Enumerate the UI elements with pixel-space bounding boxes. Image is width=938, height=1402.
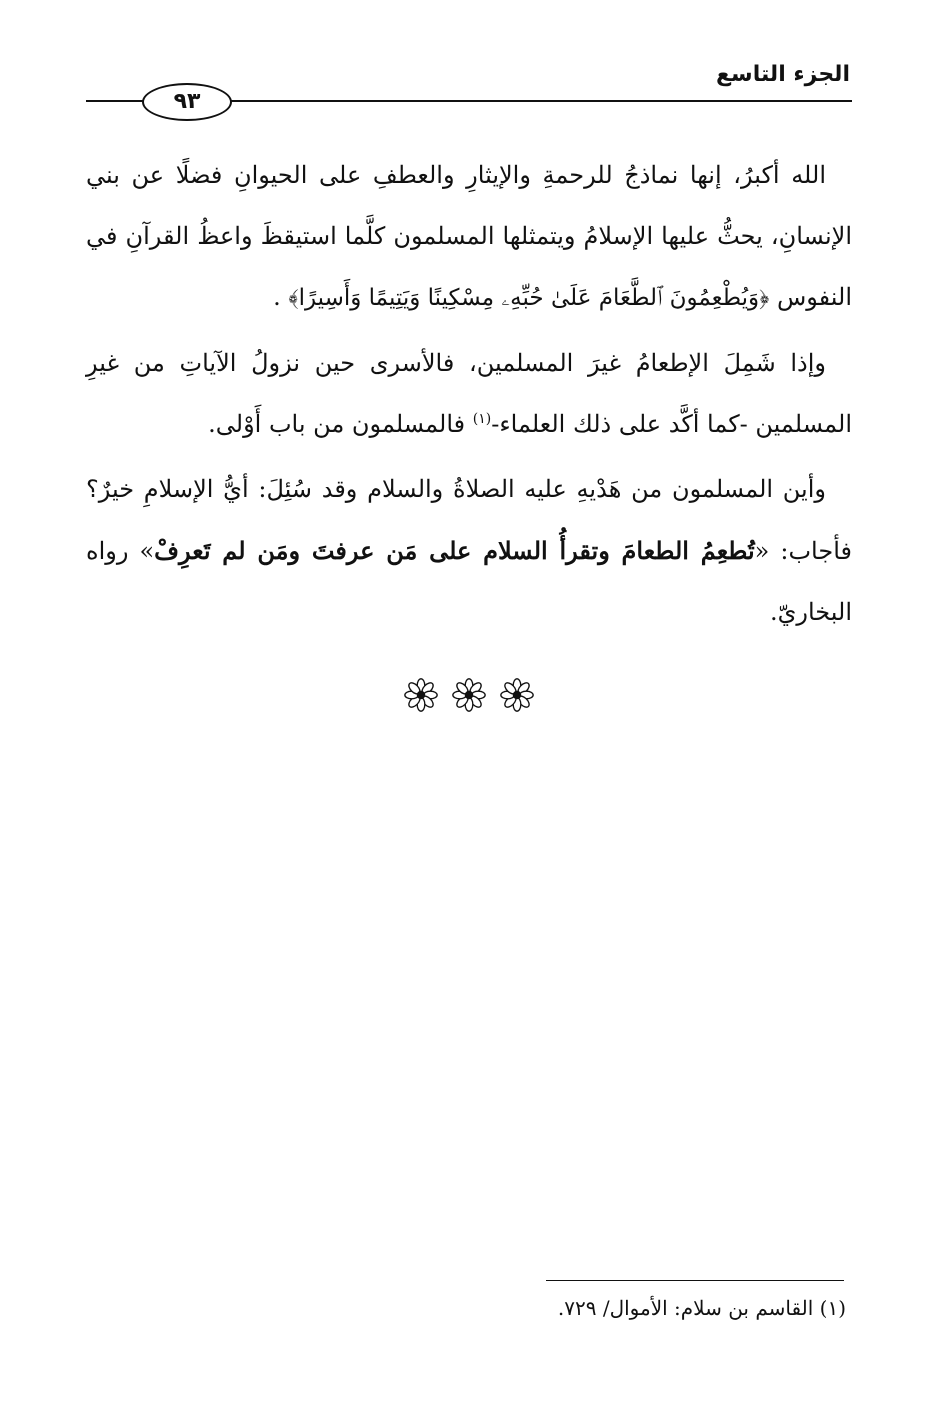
footnote-reference[interactable]: (١): [472, 411, 492, 427]
paragraph-3-end: » رواه البخاريّ.: [86, 537, 852, 626]
footnote-1: (١) القاسم بن سلام: الأموال/ ٧٢٩.: [557, 1296, 846, 1320]
flower-ornament-icon: [500, 678, 534, 712]
paragraph-2-text: وإذا شَمِلَ الإطعامُ غيرَ المسلمين، فالأسرى حين نزولُ الآياتِ من غيرِ المسلمين -كما أكَّد على ذلك العلماء-: [86, 349, 852, 438]
quran-verse: ﴿وَيُطْعِمُونَ ٱلطَّعَامَ عَلَىٰ حُبِّهِۦ مِسْكِينًا وَيَتِيمًا وَأَسِيرًا﴾: [288, 285, 770, 311]
paragraph-3: [86, 459, 852, 643]
paragraph-1-end: .: [273, 283, 289, 311]
paragraph-2: [86, 333, 852, 455]
section-divider-ornaments: [0, 678, 938, 718]
running-head: الجزء التاسع: [716, 62, 850, 87]
paragraph-2-end: فالمسلمون من باب أَوْلى.: [208, 410, 473, 438]
hadith-quote: تُطعِمُ الطعامَ وتقرأُ السلام على مَن عرفتَ ومَن لم تَعرِفْ: [154, 536, 755, 565]
paragraph-1: [86, 145, 852, 329]
footnote-rule: [546, 1280, 844, 1281]
body-text: [86, 145, 852, 643]
paragraph-3-text: وأين المسلمون من هَدْيهِ عليه الصلاةُ والسلام وقد سُئِلَ: أيُّ الإسلامِ خيرٌ؟ فأجاب: «: [86, 475, 852, 565]
flower-ornament-icon: [404, 678, 438, 712]
paragraph-1-text: الله أكبرُ، إنها نماذجُ للرحمةِ والإيثارِ والعطفِ على الحيوانِ فضلًا عن بني الإنسانِ، يحثُّ عليها الإسلامُ ويتمثلها المسلمون كلَّما استيقظَ واعظُ القرآنِ في النفوس: [86, 161, 852, 311]
page-number: ٩٣: [142, 83, 232, 121]
flower-ornament-icon: [452, 678, 486, 712]
